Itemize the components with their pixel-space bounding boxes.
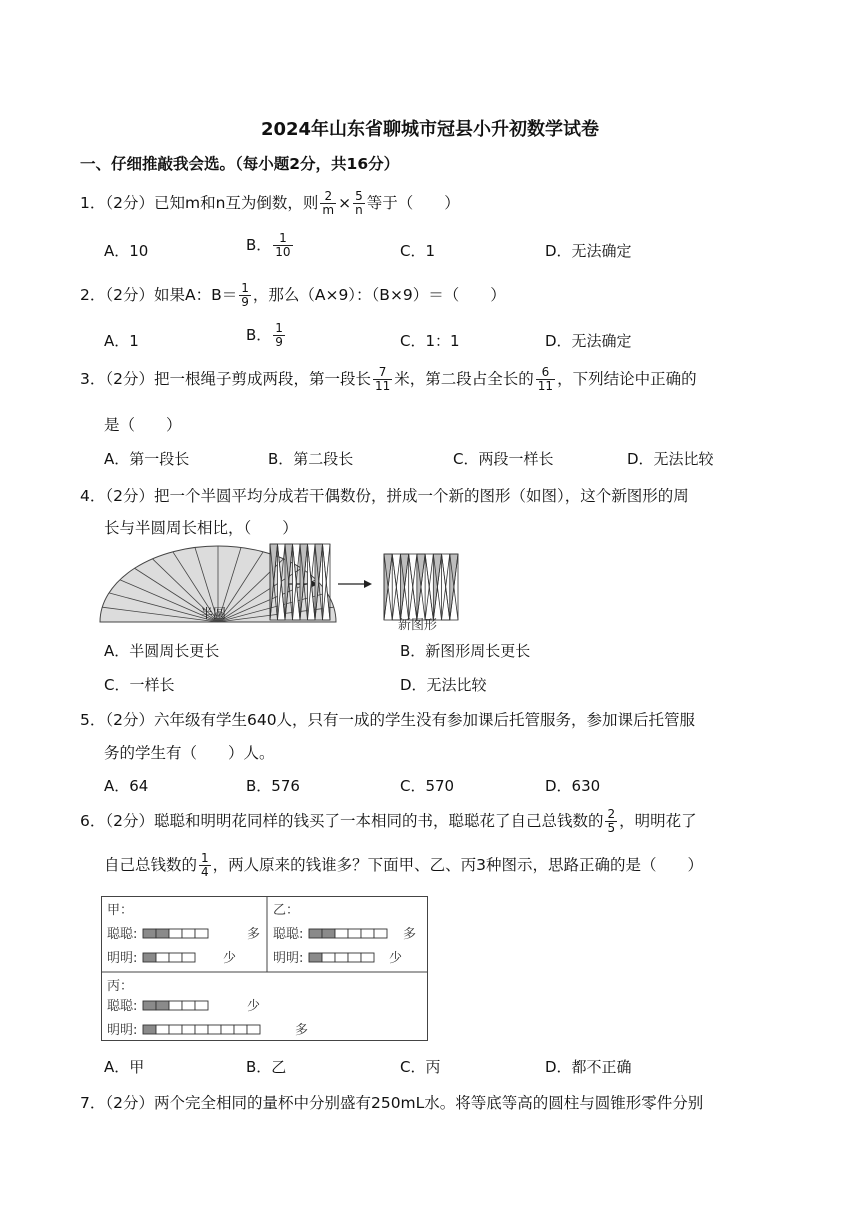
bar-cell (335, 953, 348, 962)
shao-label: 少 (389, 951, 403, 966)
question-6: 6．（2分）聪聪和明明花同样的钱买了一本相同的书，聪聪花了自己总钱数的 $\frac{2}{5}$ ，明明花了 (80, 807, 697, 835)
cong-label: 聪聪: (107, 999, 138, 1014)
option-b: B． $\frac{1}{10}$ (246, 231, 291, 259)
bar-cell (143, 929, 156, 938)
option-d: D．无法比较 (400, 676, 487, 694)
bar-cell (208, 1025, 221, 1034)
option-c: C．570 (400, 777, 455, 795)
bar-cell (195, 1001, 208, 1010)
ming-label: 明明: (107, 1023, 138, 1038)
bar-cell (374, 929, 387, 938)
bar-cell (348, 953, 361, 962)
question-4: 4．（2分）把一个半圆平均分成若干偶数份，拼成一个新的图形（如图），这个新图形的周 (80, 487, 689, 505)
question-1 (80, 190, 460, 217)
bar-cell (156, 953, 169, 962)
question-3-text: 3．（2分）把一根绳子剪成两段，第一段长 (80, 370, 371, 388)
semicircle-label: 半圆 (200, 607, 227, 622)
bar-cell (309, 953, 322, 962)
question-3 (80, 366, 697, 393)
question-3-line2: 是（ ） (104, 416, 182, 434)
duo-label: 多 (403, 927, 417, 942)
bar-cell (143, 953, 156, 962)
option-a: A．半圆周长更长 (104, 642, 220, 660)
bar-cell (234, 1025, 247, 1034)
bar-cell (169, 1025, 182, 1034)
option-a: A．第一段长 (104, 450, 190, 468)
bar-cell (247, 1025, 260, 1034)
bar-cell (322, 929, 335, 938)
bar-cell (195, 1025, 208, 1034)
exam-title: 2024年山东省聊城市冠县小升初数学试卷 (260, 119, 600, 140)
fraction: $\frac{6}{11}$ (537, 365, 554, 393)
option-d: D．无法比较 (627, 450, 714, 468)
option-c: C．1：1 (400, 332, 460, 350)
option-b: B．576 (246, 777, 300, 795)
fraction: $\frac{5}{n}$ (355, 189, 363, 217)
question-3-mid: 米，第二段占全长的 (394, 370, 534, 388)
question-1-text: 1．（2分）已知m和n互为倒数，则 (80, 194, 319, 212)
bar-cell (182, 1025, 195, 1034)
option-b: B．新图形周长更长 (400, 642, 531, 660)
bar-cell (156, 1025, 169, 1034)
bar-cell (143, 1001, 156, 1010)
option-b: B． $\frac{1}{9}$ (246, 321, 283, 349)
duo-label: 多 (247, 927, 261, 942)
ming-label: 明明: (273, 951, 304, 966)
option-a: A．甲 (104, 1058, 145, 1076)
question-7: 7．（2分）两个完全相同的量杯中分别盛有250mL水。将等底等高的圆柱与圆锥形零件分别 (80, 1094, 704, 1112)
question-5-line2: 务的学生有（ ）人。 (104, 744, 275, 762)
option-c: C．一样长 (104, 676, 175, 694)
bar-cell (169, 1001, 182, 1010)
option-d: D．无法确定 (545, 242, 632, 260)
bar-cell (143, 1025, 156, 1034)
shao-label: 少 (247, 999, 261, 1014)
times-sign: × (338, 194, 352, 212)
bar-cell (182, 1001, 195, 1010)
option-d: D．无法确定 (545, 332, 632, 350)
option-d: D．630 (545, 777, 601, 795)
bar-cell (169, 953, 182, 962)
option-a: A．1 (104, 332, 139, 350)
ming-label: 明明: (107, 951, 138, 966)
bar-cell (156, 929, 169, 938)
option-c: C．两段一样长 (453, 450, 554, 468)
option-c: C．丙 (400, 1058, 441, 1076)
bar-cell (182, 953, 195, 962)
bar-cell (195, 929, 208, 938)
question-6-line2: 自己总钱数的 $\frac{1}{4}$ ，两人原来的钱谁多？下面甲、乙、丙3种图示，思路正确的是（ ） (104, 851, 704, 879)
bar-cell (169, 929, 182, 938)
bar-cell (361, 953, 374, 962)
new-shape-label: 新图形 (398, 618, 438, 633)
bar-cell (335, 929, 348, 938)
question-4-line2: 长与半圆周长相比，（ ） (104, 519, 298, 537)
panel-bing-label: 丙： (107, 979, 134, 994)
question-2 (80, 282, 506, 309)
bar-cell (322, 953, 335, 962)
cong-label: 聪聪: (273, 927, 304, 942)
bar-cell (182, 929, 195, 938)
fraction: $\frac{2}{m}$ (322, 189, 335, 217)
cong-label: 聪聪: (107, 927, 138, 942)
bar-cell (361, 929, 374, 938)
option-b: B．第二段长 (268, 450, 354, 468)
panel-yi-label: 乙： (273, 903, 300, 918)
shao-label: 少 (223, 951, 237, 966)
question-5: 5．（2分）六年级有学生640人，只有一成的学生没有参加课后托管服务，参加课后托管服 (80, 711, 696, 729)
section-heading: 一、仔细推敲我会选。（每小题2分，共16分） (80, 155, 400, 173)
duo-label: 多 (295, 1023, 309, 1038)
fraction: $\frac{1}{9}$ (241, 281, 249, 309)
question-1-tail: 等于（ ） (366, 194, 460, 212)
bar-cell (156, 1001, 169, 1010)
option-c: C．1 (400, 242, 436, 260)
question-2-tail: ，那么（A×9）：（B×9）＝（ ） (252, 286, 506, 304)
bar-cell (309, 929, 322, 938)
option-b: B．乙 (246, 1058, 287, 1076)
question-3-tail: ，下列结论中正确的 (557, 370, 697, 388)
option-a: A．64 (104, 777, 149, 795)
question-2-text: 2．（2分）如果A：B＝ (80, 286, 238, 304)
option-d: D．都不正确 (545, 1058, 632, 1076)
panel-jia-label: 甲： (107, 903, 134, 918)
fraction: $\frac{7}{11}$ (374, 365, 391, 393)
option-a: A．10 (104, 242, 149, 260)
bar-cell (221, 1025, 234, 1034)
bar-cell (348, 929, 361, 938)
bar-diagram-figure (101, 896, 429, 1042)
